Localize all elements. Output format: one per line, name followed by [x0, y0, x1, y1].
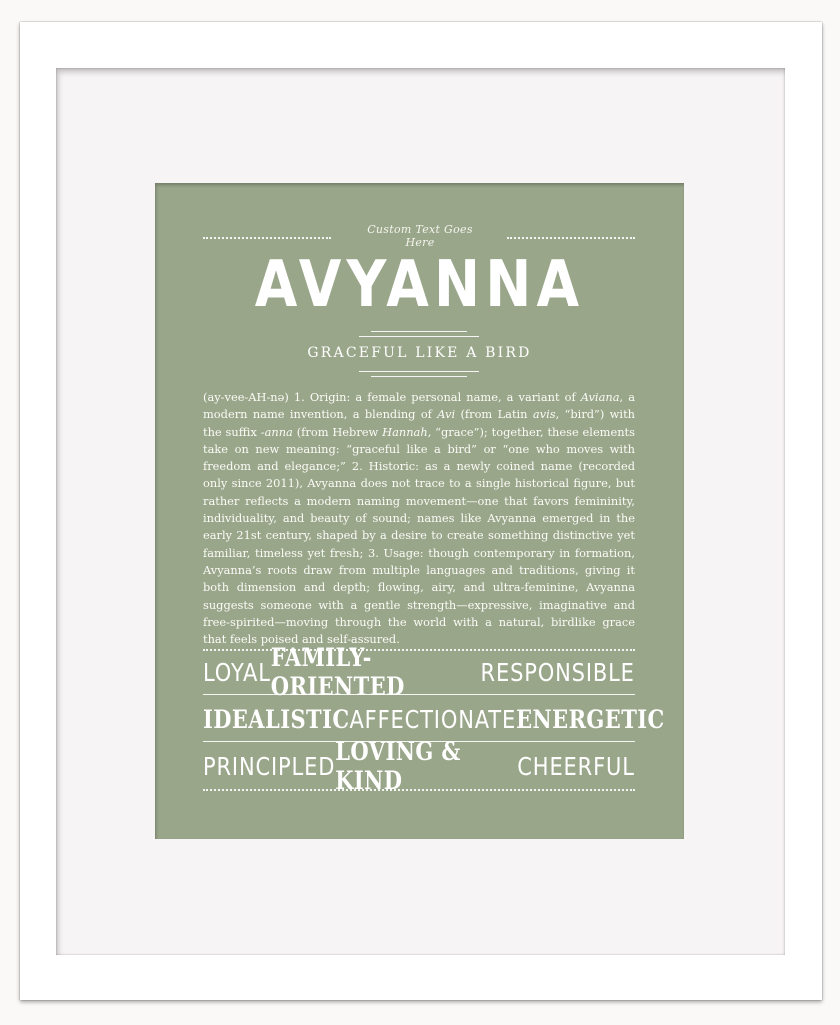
trait: ENERGETIC — [516, 704, 665, 734]
trait: IDEALISTIC — [203, 704, 350, 734]
name-meaning-print — [155, 183, 684, 839]
rule-upper-2 — [359, 336, 479, 337]
trait-row — [203, 700, 665, 738]
rule-upper-1 — [371, 331, 467, 332]
frame-mat — [56, 68, 785, 955]
trait: LOYAL — [203, 657, 271, 687]
dotted-divider-traits-bottom — [203, 789, 635, 791]
dotted-divider-right — [507, 237, 635, 239]
trait: LOVING & KIND — [335, 737, 461, 795]
rule-lower-1 — [359, 371, 479, 372]
name-meaning: GRACEFUL LIKE A BIRD — [307, 345, 532, 361]
custom-text: Custom Text Goes Here — [367, 223, 473, 249]
name-definition: (ay-vee-AH-nə) 1. Origin: a female personal name, a variant of Aviana, a modern name invention, a blending of Avi (from Latin avis, “bird”) with the suffix -anna (from Hebrew Hannah, “grace”); together, these elements take on new meaning: “graceful like a bird” or “one who moves with freedom and elegance;” 2. Historic: as a newly coined name (recorded only since 2011), Avyanna does not trace to a single historical figure, but rather reflects a modern naming movement—one that favors femininity, individuality, and beauty of sound; names like Avyanna emerged in the early 21st century, shaped by a desire to create something distinctive yet familiar, timeless yet fresh; 3. Usage: though contemporary in formation, Avyanna’s roots draw from multiple languages and traditions, giving it both dimension and depth; flowing, airy, and ultra-feminine, Avyanna suggests someone with a gentle strength—expressive, imaginative and free-spirited—moving through the world with a natural, birdlike grace that feels poised and self-assured. — [203, 390, 635, 647]
dotted-divider-left — [203, 237, 331, 239]
trait: PRINCIPLED — [203, 751, 336, 781]
trait-row — [203, 737, 635, 795]
trait-row — [203, 643, 635, 701]
picture-frame — [20, 22, 822, 1000]
trait: FAMILY-ORIENTED — [270, 643, 405, 701]
trait-divider — [203, 694, 635, 695]
rule-lower-2 — [371, 376, 467, 377]
name-title: AVYANNA — [254, 248, 585, 322]
trait: RESPONSIBLE — [480, 657, 635, 687]
trait: CHEERFUL — [517, 751, 635, 781]
trait: AFFECTIONATE — [349, 704, 517, 734]
